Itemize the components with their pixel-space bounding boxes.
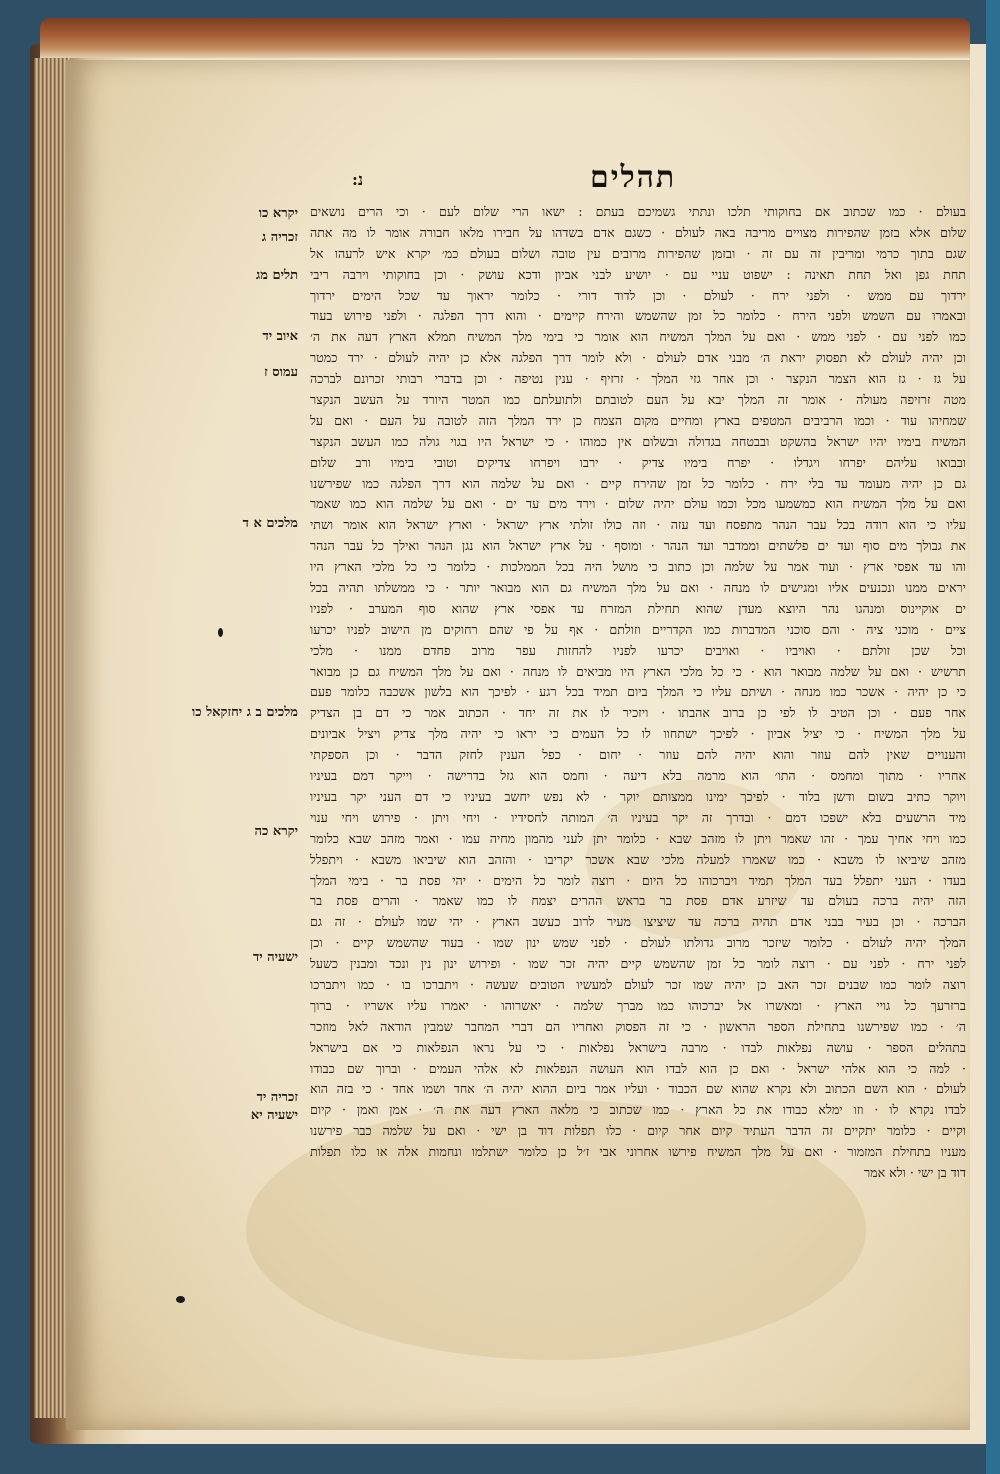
text-line: את גבולך מים סוף ועד ים פלשתים וממדבר ועד הנהר · ומוסף · על ארץ ישראל הוא נגן הנהר ואילך כל עבר הנהר [310, 538, 966, 554]
margin-note: מלכים א ד [242, 516, 298, 531]
text-line: אחריו · מתוך ומחמס · התו׳ הוא מרמה בלא דיעה · וחמס הוא גזל בדרישה · וייקר דמם בעיניו [310, 768, 966, 784]
margin-note: ישעיה יא [250, 1108, 298, 1123]
folio-number: נ: [352, 170, 364, 189]
text-line [666, 1184, 966, 1205]
text-line: וכל שכן זולתם · ואויביו · ואויבים יכרעו לפניו להחזות עפר מרוב פחדם ממנו · מלכי [310, 642, 966, 658]
text-line: תחת גפן ואל תחת תאינה : ישפוט עניי עם · יושיע לבני אביון ודכא עושק · וכן בחוקותי וירבה ריבי [310, 266, 966, 282]
commentary-text [310, 202, 966, 1205]
ink-mark [218, 628, 223, 637]
margin-note: יקרא כה [254, 824, 298, 839]
text-line: בעדו · העני יתפלל בעד המלך תמיד ויברכוהו כל היום · רוצה לומר כל הימים · יהי פסת בר · בימי המלך [310, 872, 966, 888]
running-title: תהלים [590, 160, 677, 195]
text-line: ירדוך עם ממש · ולפני ירח · לעולם · וכן לדוד דורי · כלומר יראוך עד שכל הימים ירדוך [310, 287, 966, 303]
text-line: ובבואו עליהם יפרחו ויגדלו · יפרח בימיו צדיק · ירבו ויפרחו צדיקים וטובי בימיו ורב שלום [310, 454, 966, 470]
text-line: ברזרעך כל גויי הארץ · ומאשרו אל יברכוהו כמו מברך שלמה · יאשרוהו · יאמרו עליו אשריו · ברוך [310, 997, 966, 1013]
text-line: מעניו בתחילת המזמור · ואם על מלך המשיח פירשו אחרוני אבי ז׳ל כן כלומר ישתלמו ונחמות אלה או כלו תפלות [310, 1144, 966, 1160]
text-line: גם כן יהיה מעומד עד בלי ירח · כלומר כל זמן שהירח קיים · ואם על שלמה הוא דרך הפלגה כמו שפירשנו [310, 475, 966, 491]
text-line: עליו כי הוא רודה בכל עבר הנהר מתפסח ועד עזה · וזה כולו זולתי ארץ ישראל · וארץ ישראל הוא אומר ושתי [310, 517, 966, 533]
text-line: מטה זרזיפה מעולה · אומר זה המלך יבא על העם לטובתם ולתועלתם כמו המטר היורד על העשב הנקצר [310, 392, 966, 408]
background-strip [986, 0, 1000, 1474]
margin-note: זכריה ג [261, 230, 298, 245]
text-line: שמחיהו עוד · וכמו הרביבים המטפים בארץ ומחיים מקום הצמח כן ירד המלך הזה לטובה על העם · ואם על [310, 412, 966, 428]
text-line: על מלך המשיח · כי יציל אביון · לפיכך ישתחוו לו כל העמים כי יראו כי יהיה מלך צדיק ויציל אביונים [310, 726, 966, 742]
text-line: לפני ירח · לפני עם · רוצה לומר כל זמן שהשמש קיים יהיה זכר שמו · ופירוש ינון נין ונכד ומבנין כשעל [310, 956, 966, 972]
text-line: ויוקר כתיב בשום ודשן בלוד · לפיכך ימינו ממצותם יוקר · לא נפש יחשב בעיניו כי דם העני יקר בעיניו [310, 788, 966, 804]
ink-mark [176, 1296, 185, 1303]
text-line: ואם על מלך המשיח הוא כמשמעו מכל וכמו עולם יהיה שלום · וירד מים עד ים · ואם על שלמה הוא כמו שאמר [310, 496, 966, 512]
margin-note: יקרא כו [258, 206, 298, 221]
text-line: בעולם · כמו שכתוב אם בחוקותי תלכו ונתתי גשמיכם בעתם : ישאו הרי שלום לעם · וכי הרים נושאים [310, 204, 966, 219]
text-line: המלך יהיה לעולם · כלומר שיזכר מרוב גדולתו לעולם · לפני שמש ינון שמו · בעוד שהשמש קיים · וכן [310, 935, 966, 951]
margin-note: מלכים ב ג יחזקאל כו [191, 705, 298, 720]
text-line: וכן יהיה לעולם לא תפסוק יראת ה׳ מבני אדם לעולם · ולא לומר דרך הפלגה אלא כן יהיה לעולם · ירד כמטר [310, 350, 966, 366]
text-line: לבדו נקרא לו · וזו ימלא כבודו את כל הארץ · כמו שכתוב כי מלאה הארץ דעה את ה׳ · אמן ואמן · קיום [310, 1102, 966, 1118]
text-line: כי כן יהיה · אשכר כמו מנחה · ושיתם עליו כי המלך ביום תמיד בכל רגע · לפיכך הוא בלשון אשכבה כלומר פעם [310, 684, 966, 700]
text-line: בתהלים הספר · עושה נפלאות לבדו · מרבה בישראל נפלאות · כי על נראו הנפלאות כי אם בישראל [310, 1039, 966, 1055]
text-line: אחר פעם · וכן הטיב לו לפי כן ברוב אהבתו · ויזכיר לו את זה יחד · הכתוב אמר כי דם בן הצדיק [310, 705, 966, 721]
page-stack-edge [34, 58, 70, 1418]
text-line: והענויים שאין להם עוזר והוא יהיה להם עוזר · יחום · כפל הענין לחזק הדבר · וכן הספקתי [310, 747, 966, 763]
margin-note: איוב יד [262, 329, 298, 344]
text-line: לעולם · הוא השם הכתוב ולא נקרא שהוא שם הכבוד · ועליו אמר ביום ההוא יהיה ה׳ אחד ושמו אחד · כי בזה הוא [310, 1081, 966, 1097]
text-line: שלום אלא בזמן שהפירות מצויים מריבה באה לעולם · כשגם אדם בשדהו על חבירו מלאו חבורה אומר לו מה אתה [310, 224, 966, 240]
text-line: תרשיש · ואם על שלמה מבואר הוא · כי כל מלכי הארץ היו מביאים לו מנחה · ואם על מלך המשיח גם כן מבואר [310, 663, 966, 679]
text-line: על גז · גז הוא הצמר הנקצר · וכן אחר גזי המלך · זרזיף · ענין נטיפה · וכן בדברי רבותי זכרונם לברכה [310, 371, 966, 387]
text-line: ים אוקיינוס ומנהגו נהר היוצא מעדן שהוא תחילת המזרח עד אפסי ארץ שהוא סוף המערב · לפניו [310, 600, 966, 616]
text-line: כמו ויחי אחיך עמך · זהו שאמר ויתן לו מזהב שבא · כלומר יתן לעני מהמון מחיה עמו · ואמר מזהב שבא כלומר [310, 830, 966, 846]
text-line: · למה כי הוא אלהי ישראל · ואם כן הוא לבדו הוא העושה הנפלאות לא אלהי העמים · וברוך שם כבודו [310, 1060, 966, 1076]
text-line: שגם בתוך כרמי ומריבין זה עם זה · ובזמן שהפירות מרובים עין טובה ושלום בעולם כמ׳ יקרא איש לרעהו אל [310, 245, 966, 261]
text-line: המשיח בימיו יהיו ישראל בהשקט ובבטחה בגדולה ובשלום אין כמוהו · כי ישראל היו בגוי גולה כמו העשב הנקצר [310, 433, 966, 449]
text-line: מיד הרשעים בלא ישפכו דמם · ובדרך זה יקר בעיניו ה׳ המותה לחסידיו · ויחי ויתן · פירוש ויחי ענוי [310, 809, 966, 825]
text-line: ה׳ · כמו שפירשנו בתחילת הספר הראשון · כי זה הפסוק ואחריו הם דברי המחבר שמבין הודאה לאל מוזכר [310, 1018, 966, 1034]
text-line: יראים ממנו ונכנעים אליו ומגישים לו מנחה · ואם על מלך המשיח גם הוא מבואר יותר · כי ממשלתו תהיה בכל [310, 580, 966, 596]
margin-note: ישעיה יד [252, 950, 298, 965]
margin-note: עמוס ז [264, 365, 298, 380]
book-top-edge [40, 18, 970, 58]
text-line: והו עד אפסי ארץ · ועוד אמר על שלמה וכן כתוב כי מושל היה בכל הממלכות · כלומר כי כל מלכי הארץ היו [310, 559, 966, 575]
text-line: הברכה · וכן בעיר בבני אדם תהיה ברכה עד שיציצו מעיר לרוב כעשב הארץ · יהי שמו לעולם · זה גם [310, 914, 966, 930]
margin-note: תלים מג [255, 268, 298, 283]
text-line: וקיים · כלומר יתקיים זה הדבר העתיד קיום אחר קיום · כלו תפלות דוד בן ישי · ואם על שלמה כבר פירשנו [310, 1123, 966, 1139]
margin-note: זכריה יד [256, 1090, 298, 1105]
text-line: מזהב שיביאו לו משבא · כמו שאמרו למעלה מלכי שבא אשכר יקריבו · והזהב הוא שיביאו משבא · ויתפלל [310, 851, 966, 867]
text-line: כמו לפני עם · לפני ממש · ואם על המלך המשיח הוא אומר כי בימי מלך המשיח תמלא הארץ דעה את ה׳ [310, 329, 966, 345]
text-line: דוד בן ישי · ולא אמר [863, 1164, 966, 1180]
text-line: ובאמרו עם השמש ולפני הירח · כלומר כל זמן שהשמש והירח קיימים · והוא דרך הפלגה · ולפני פירוש בעוד [310, 308, 966, 324]
text-line: הזה יהיה ברכה בעולם עד שיזרע אדם פסת בר בראש ההרים יצמח לו כמו שאמר · והרים פסת בר [310, 893, 966, 909]
text-line: רוצה לומר כמו שבנים זכר האב כן יהיה שמו זכר לעולם למעשיו הטובים שעשה · ויתברכו בו · כמו ויתברכו [310, 976, 966, 992]
text-line: ציים · מוכני ציה · והם סוכני המדברות כמו הקדריים וזולתם · אף על פי שהם רחוקים מן הישוב לפניו יכרעו [310, 621, 966, 637]
